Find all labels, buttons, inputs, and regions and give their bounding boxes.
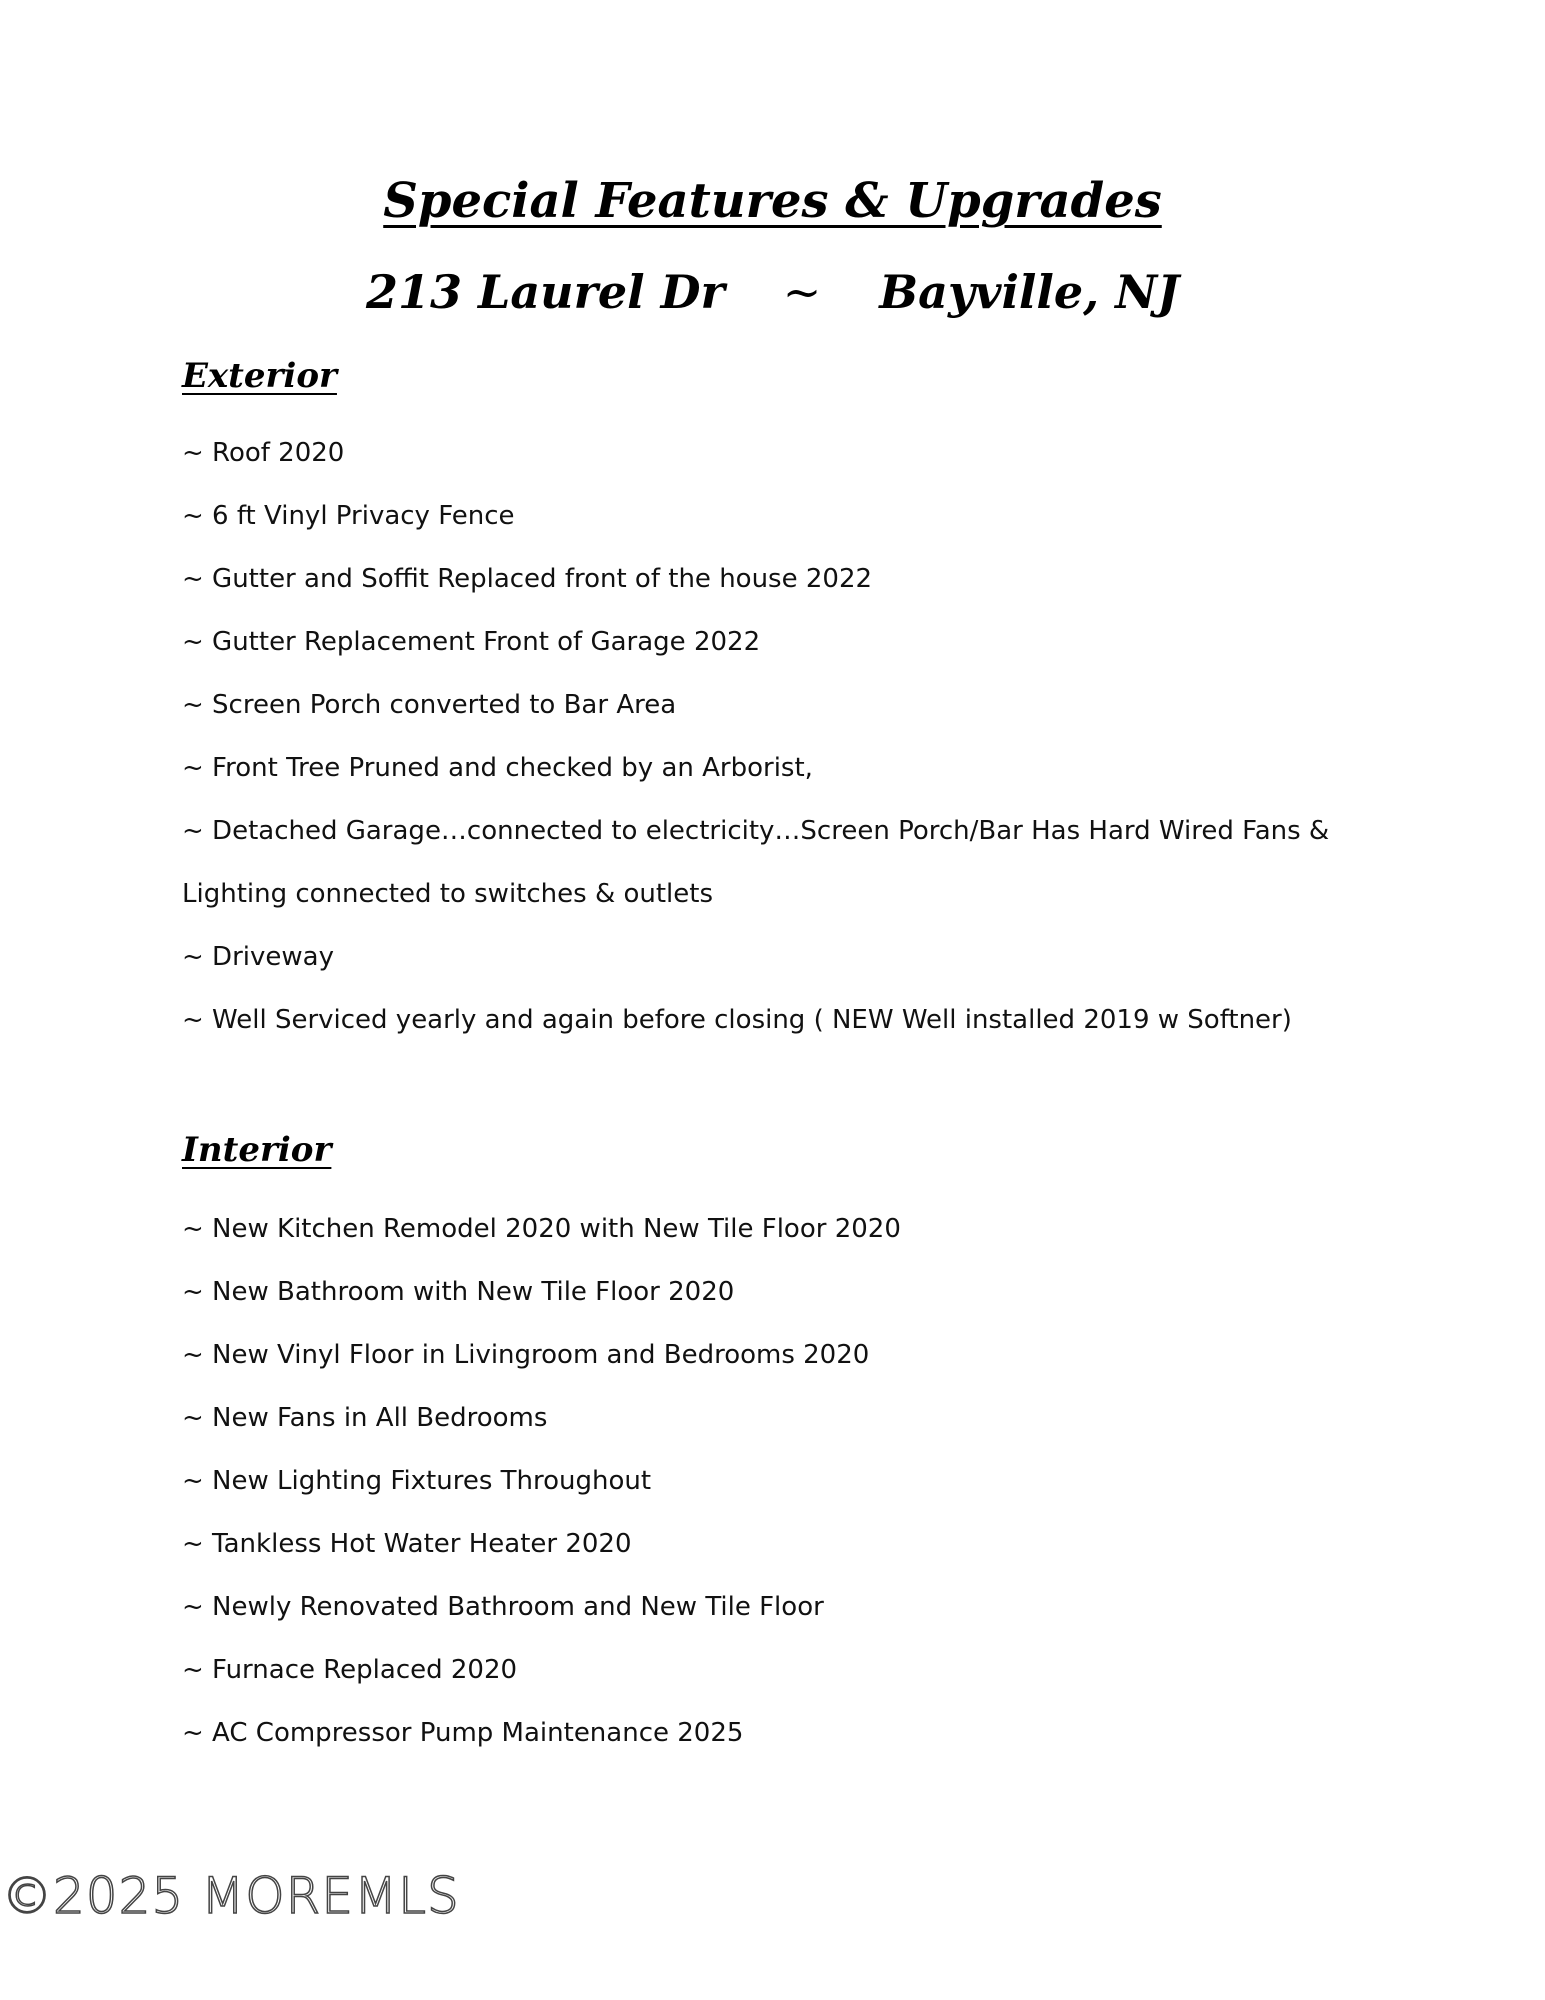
interior-item: ~ New Fans in All Bedrooms	[182, 1403, 548, 1433]
interior-feature-list	[182, 1198, 1382, 1765]
exterior-feature-list	[182, 422, 1382, 1052]
address-separator: ~	[782, 265, 822, 319]
interior-item: ~ Furnace Replaced 2020	[182, 1655, 518, 1685]
exterior-item: ~ Roof 2020	[182, 438, 345, 468]
interior-item: ~ New Vinyl Floor in Livingroom and Bedrooms 2020	[182, 1340, 870, 1370]
copyright-watermark: ©2025 MOREMLS	[2, 1867, 460, 1925]
page-title	[0, 168, 1545, 234]
interior-item: ~ Newly Renovated Bathroom and New Tile Floor	[182, 1592, 824, 1622]
exterior-item: ~ Front Tree Pruned and checked by an Arborist,	[182, 753, 813, 783]
exterior-item: ~ Screen Porch converted to Bar Area	[182, 690, 677, 720]
interior-heading: Interior	[182, 1130, 332, 1170]
exterior-item: ~ Driveway	[182, 942, 334, 972]
street-address: 213 Laurel Dr	[366, 265, 725, 319]
exterior-heading: Exterior	[182, 356, 337, 396]
page-title-text: Special Features & Upgrades	[383, 173, 1162, 229]
interior-item: ~ New Kitchen Remodel 2020 with New Tile Floor 2020	[182, 1214, 901, 1244]
exterior-item: ~ 6 ft Vinyl Privacy Fence	[182, 501, 515, 531]
exterior-item: ~ Detached Garage…connected to electricity…Screen Porch/Bar Has Hard Wired Fans & Lighting connected to switches & outlets	[182, 816, 1330, 909]
interior-item: ~ Tankless Hot Water Heater 2020	[182, 1529, 632, 1559]
interior-item: ~ New Bathroom with New Tile Floor 2020	[182, 1277, 735, 1307]
interior-item: ~ New Lighting Fixtures Throughout	[182, 1466, 652, 1496]
property-address	[0, 259, 1545, 325]
exterior-item: ~ Gutter Replacement Front of Garage 2022	[182, 627, 761, 657]
exterior-item: ~ Gutter and Soffit Replaced front of the house 2022	[182, 564, 873, 594]
interior-item: ~ AC Compressor Pump Maintenance 2025	[182, 1718, 744, 1748]
city-state: Bayville, NJ	[879, 265, 1179, 319]
exterior-item: ~ Well Serviced yearly and again before closing ( NEW Well installed 2019 w Softner)	[182, 1005, 1292, 1035]
